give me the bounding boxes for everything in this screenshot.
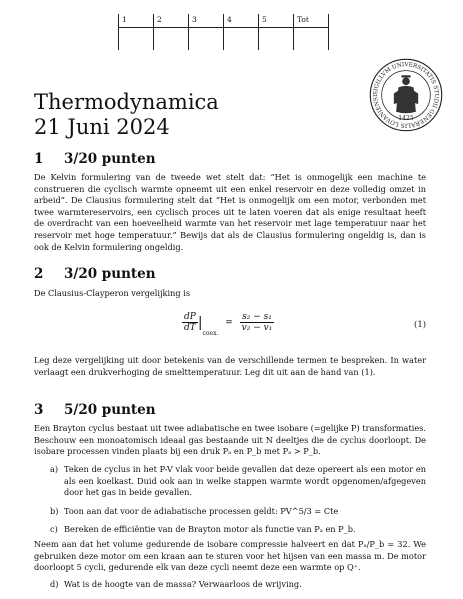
section-2-intro: [34, 288, 426, 300]
equation-rhs-denominator: v₂ − v₁: [241, 323, 273, 333]
score-cell-5[interactable]: [259, 28, 294, 51]
section-1-text: [34, 172, 426, 253]
equation-lhs-denominator: dT: [184, 323, 196, 333]
section-1-number: 1: [34, 151, 44, 167]
section-2-number: 2: [34, 266, 44, 282]
score-table-entry-row: [119, 28, 329, 51]
section-2-paragraph: Leg deze vergelijking uit door betekenis van de verschillende termen te bespreken. In water verlaagt een drukverhoging de smelttemperatuur. Leg dit uit aan de hand van (1).: [34, 355, 426, 377]
question-c: [50, 524, 426, 536]
score-header-4: 4: [224, 14, 259, 28]
section-2-heading: [34, 266, 156, 282]
section-3-middle: [34, 539, 426, 574]
university-seal: [368, 57, 444, 133]
question-d-text: Wat is de hoogte van de massa? Verwaarloos de wrijving.: [64, 579, 302, 589]
seal-ring-text: SIGILLVM UNIVERSITATIS STUDII GENERALIS LOVANIENSI: [373, 62, 439, 128]
section-3-points: 5/20 punten: [64, 402, 156, 418]
equation-rhs: [240, 312, 275, 333]
score-header-1: 1: [119, 14, 154, 28]
section-3-intro-text: Een Brayton cyclus bestaat uit twee adiabatische en twee isobare (=gelijke P) transformaties. Beschouw een monoatomisch ideaal gas bestaande uit N deeltjes die de cyclus doorloopt. De isobare processen vinden plaats bij een druk Pₐ en P_b met Pₐ > P_b.: [34, 423, 426, 457]
score-header-2: 2: [154, 14, 189, 28]
score-cell-3[interactable]: [189, 28, 224, 51]
seal-year: 1425: [398, 115, 414, 123]
section-2-text: [34, 355, 426, 378]
document-title: Thermodynamica: [34, 90, 219, 114]
question-d: [50, 579, 426, 591]
score-table-header-row: [119, 14, 329, 28]
score-header-3: 3: [189, 14, 224, 28]
question-a: [50, 464, 426, 499]
document-date: 21 Juni 2024: [34, 115, 170, 139]
section-1-points: 3/20 punten: [64, 151, 156, 167]
section-2-intro-text: De Clausius-Clayperon vergelijking is: [34, 288, 191, 298]
score-table: [118, 14, 329, 50]
section-3-middle-text: Neem aan dat het volume gedurende de isobare compressie halveert en dat Pₐ/P_b = 32. We gebruiken deze motor om een kraan aan te sturen voor het hijsen van een massa m. De motor doorloopt 5 cycli, gedurende elk van deze cycli neemt deze een warmte op Q⁺.: [34, 539, 426, 573]
section-1-heading: [34, 151, 156, 167]
equation-rhs-numerator: s₂ − s₁: [240, 312, 275, 323]
section-1-paragraph: De Kelvin formulering van de tweede wet stelt dat: “Het is onmogelijk een machine te construeren die cyclisch warmte opneemt uit een enkel reservoir en deze volledig omzet in arbeid”. De Clausius formulering stelt dat “Het is onmogelijk om een motor, verbonden met twee warmtereservoirs, een cyclisch proces uit te laten voeren dat als enige resultaat heeft de overdracht van een hoeveelheid warmte van het reservoir met lage temperatuur naar het reservoir met hoge temperatuur.” Bewijs dat als de Clausius formulering ongeldig is, dan is ook de Kelvin formulering ongeldig.: [34, 172, 426, 252]
score-cell-total[interactable]: [294, 28, 329, 51]
equation-subscript: coex.: [202, 330, 219, 337]
question-c-label: c): [50, 524, 58, 535]
question-b: [50, 506, 426, 518]
document-title-block: [34, 90, 219, 140]
section-3-intro: [34, 423, 426, 458]
section-3-question-list-2: [50, 579, 426, 598]
score-header-total: Tot: [294, 14, 329, 28]
section-3-number: 3: [34, 402, 44, 418]
section-2-points: 3/20 punten: [64, 266, 156, 282]
equation-lhs-numerator: dP: [184, 312, 196, 322]
equation-number: (1): [414, 320, 427, 330]
question-b-label: b): [50, 505, 59, 516]
score-cell-1[interactable]: [119, 28, 154, 51]
score-header-5: 5: [259, 14, 294, 28]
equation-equals: =: [225, 318, 233, 328]
section-3-question-list: [50, 464, 426, 543]
equation-lhs: [182, 312, 198, 333]
question-c-text: Bereken de efficiëntie van de Brayton motor als functie van Pₐ en P_b.: [64, 524, 356, 535]
question-b-text: Toon aan dat voor de adiabatische processen geldt: PV^5/3 = Cte: [64, 505, 339, 516]
clausius-clapeyron-equation: $\frac{dP}{dT}$ $|_{coex.}$ = $\frac{\text{s₂ − s₁}}{\text{v₂ − v₁}}$: [184, 312, 273, 337]
question-a-label: a): [50, 464, 59, 474]
question-d-label: d): [50, 579, 59, 589]
score-cell-4[interactable]: [224, 28, 259, 51]
question-a-text: Teken de cyclus in het P-V vlak voor beide gevallen dat deze opereert als een motor en als een koelkast. Duid ook aan in welke stappen warmte wordt opgenomen/afgegeven door het gas in beide gevallen.: [64, 464, 426, 498]
score-cell-2[interactable]: [154, 28, 189, 51]
section-3-heading: [34, 402, 156, 418]
